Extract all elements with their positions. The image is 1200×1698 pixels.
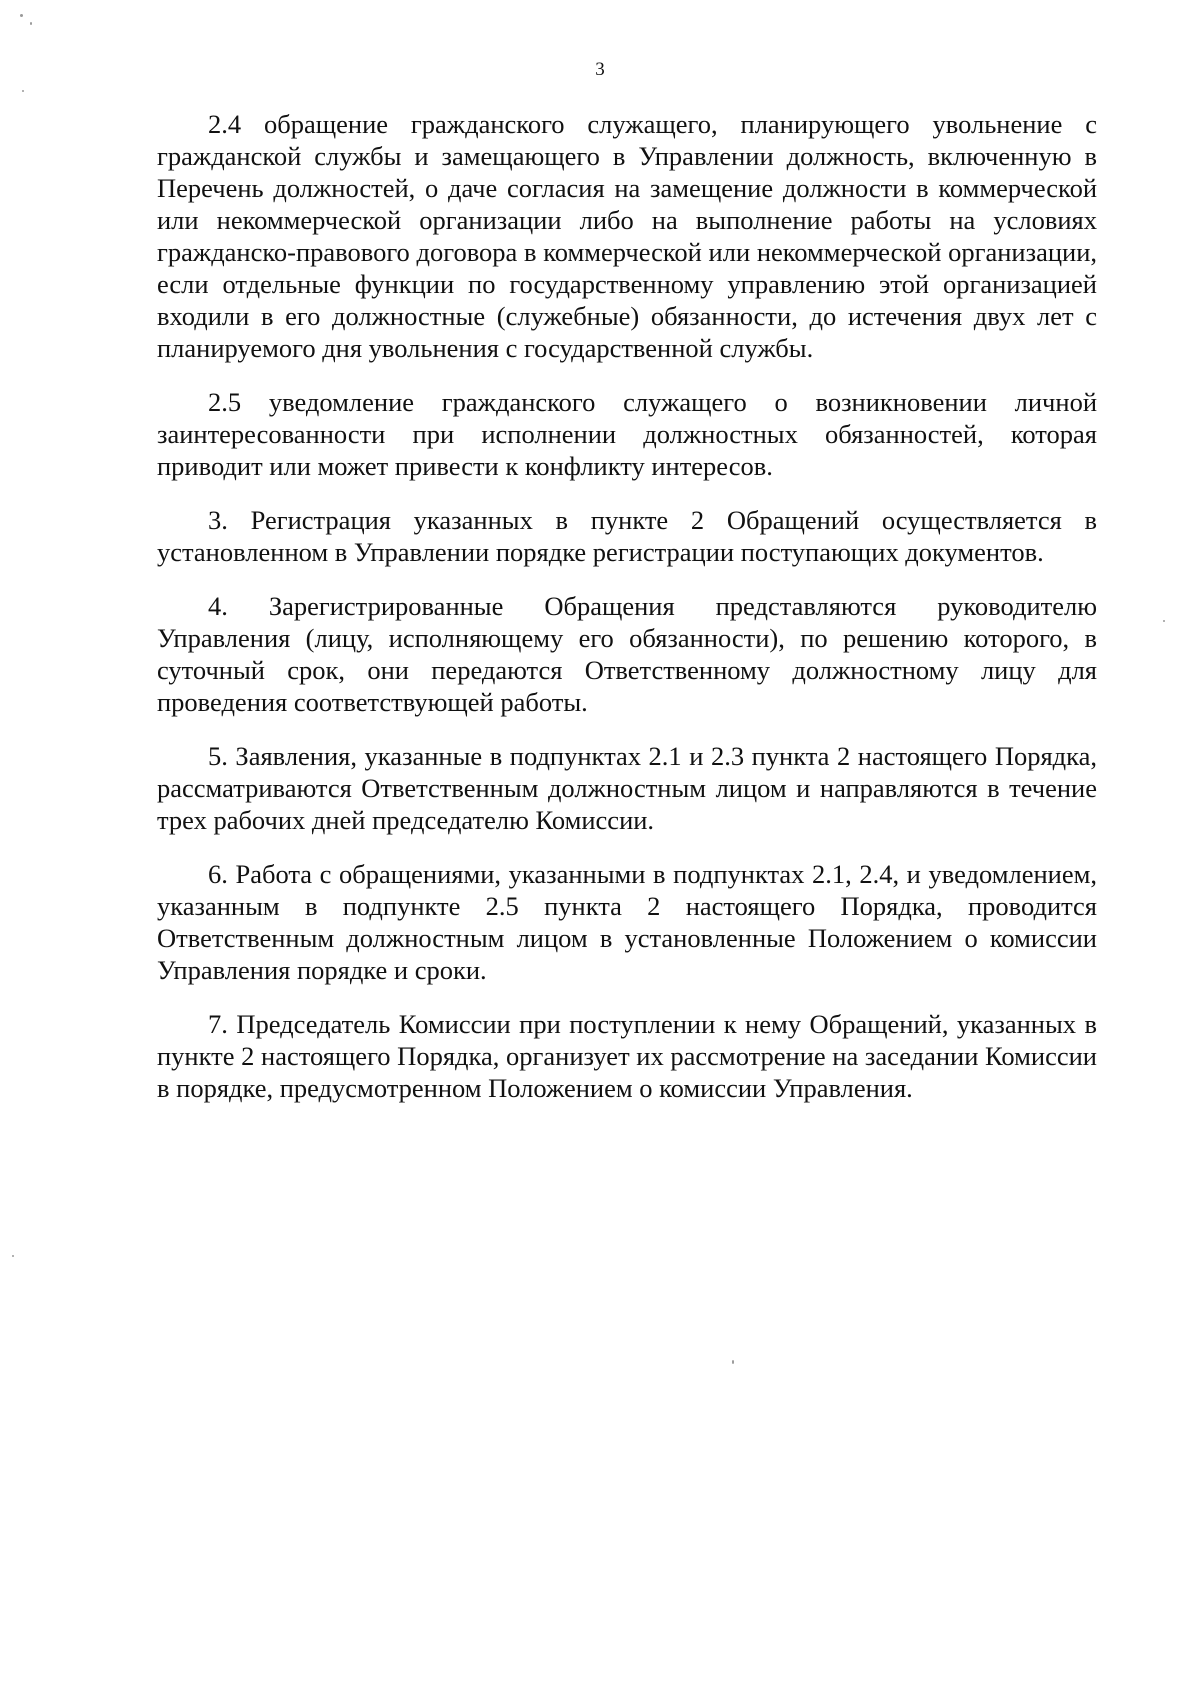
paragraph-2-4: 2.4 обращение гражданского служащего, планирующего увольнение с гражданской службы и замещающего в Управлении должность, включенную в Перечень должностей, о даче согласия на замещение должности в коммерческой или некоммерческой организации либо на выполнение работы на условиях гражданско-правового договора в коммерческой или некоммерческой организации, если отдельные функции по государственному управлению этой организацией входили в его должностные (служебные) обязанности, до истечения двух лет с планируемого дня увольнения с государственной службы.: [157, 109, 1097, 363]
scan-speck: [30, 22, 32, 25]
paragraph-5: 5. Заявления, указанные в подпунктах 2.1 и 2.3 пункта 2 настоящего Порядка, рассматриваются Ответственным должностным лицом и направляются в течение трех рабочих дней председателю Комиссии.: [157, 741, 1097, 835]
document-body: [157, 108, 1097, 1126]
scan-speck: [22, 90, 24, 92]
scan-speck: [732, 1360, 734, 1364]
paragraph-7: 7. Председатель Комиссии при поступлении к нему Обращений, указанных в пункте 2 настоящего Порядка, организует их рассмотрение на заседании Комиссии в порядке, предусмотренном Положением о комиссии Управления.: [157, 1009, 1097, 1103]
paragraph-6: 6. Работа с обращениями, указанными в подпунктах 2.1, 2.4, и уведомлением, указанным в подпункте 2.5 пункта 2 настоящего Порядка, проводится Ответственным должностным лицом в установленные Положением о комиссии Управления порядке и сроки.: [157, 859, 1097, 985]
scan-speck: [12, 1255, 14, 1257]
scan-speck: [20, 14, 23, 17]
paragraph-3: 3. Регистрация указанных в пункте 2 Обращений осуществляется в установленном в Управлении порядке регистрации поступающих документов.: [157, 505, 1097, 567]
page-number: 3: [595, 59, 605, 80]
scan-speck: [1163, 620, 1165, 622]
paragraph-4: 4. Зарегистрированные Обращения представляются руководителю Управления (лицу, исполняющему его обязанности), по решению которого, в суточный срок, они передаются Ответственному должностному лицу для проведения соответствующей работы.: [157, 591, 1097, 717]
paragraph-2-5: 2.5 уведомление гражданского служащего о возникновении личной заинтересованности при исполнении должностных обязанностей, которая приводит или может привести к конфликту интересов.: [157, 387, 1097, 481]
